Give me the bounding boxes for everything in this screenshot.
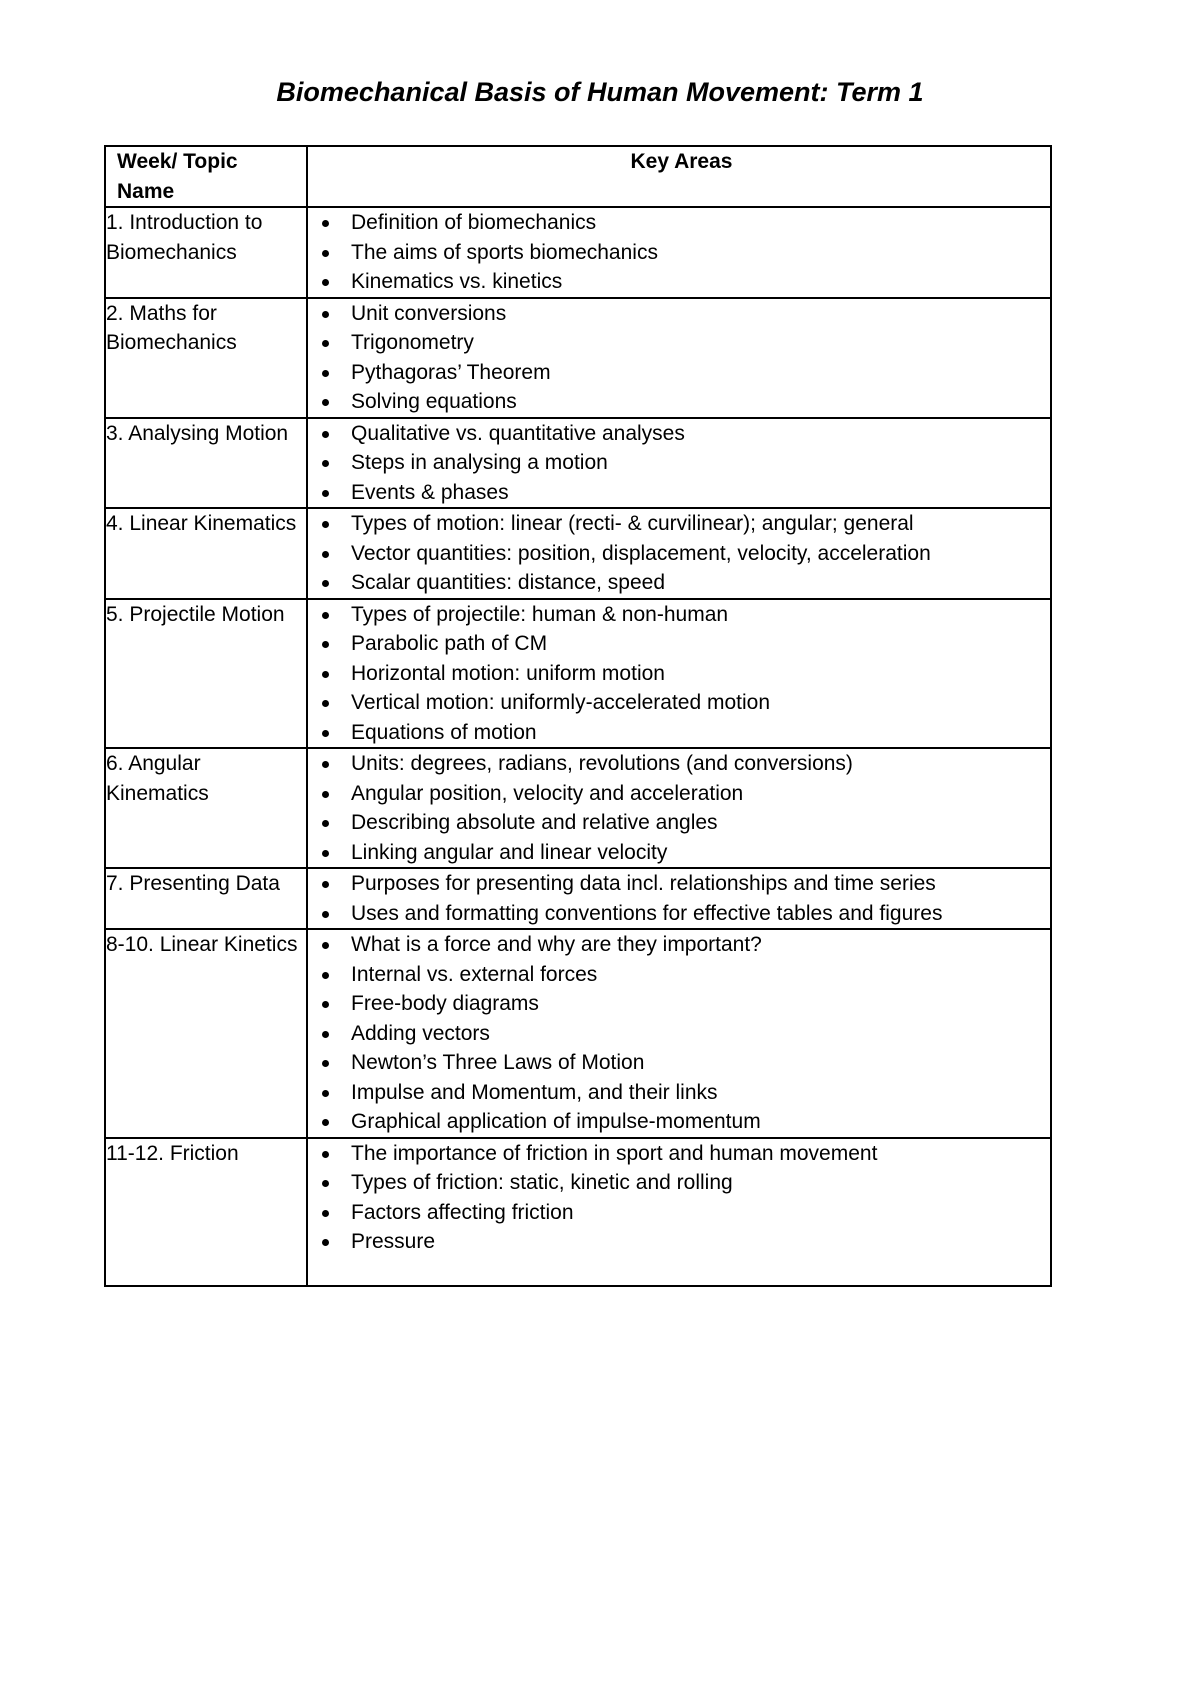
list-item [308, 659, 1050, 689]
list-item [308, 448, 1050, 478]
bullet-icon [322, 340, 329, 347]
list-item-text: Graphical application of impulse-momentum [351, 1110, 761, 1133]
list-item-text: Solving equations [351, 390, 517, 413]
key-areas-cell [307, 929, 1051, 1138]
list-item [308, 1198, 1050, 1228]
bullet-icon [322, 1001, 329, 1008]
list-item-text: Definition of biomechanics [351, 211, 597, 234]
key-areas-list [308, 509, 1050, 598]
list-item [308, 808, 1050, 838]
bullet-icon [322, 671, 329, 678]
key-areas-cell [307, 508, 1051, 599]
list-item [308, 509, 1050, 539]
bullet-icon [322, 850, 329, 857]
list-item [308, 539, 1050, 569]
list-item [308, 478, 1050, 508]
list-item-text: Horizontal motion: uniform motion [351, 661, 665, 685]
list-item-text: Adding vectors [351, 1021, 490, 1045]
bullet-icon [322, 881, 329, 888]
list-item [308, 688, 1050, 718]
bullet-icon [322, 250, 329, 257]
list-item [308, 1019, 1050, 1049]
list-item-text: Vector quantities: position, displacement, velocity, acceleration [351, 541, 931, 565]
bullet-icon [322, 1090, 329, 1097]
list-item-text: Qualitative vs. quantitative analyses [351, 421, 685, 445]
bullet-icon [322, 399, 329, 406]
list-item-text: Types of projectile: human & non-human [351, 602, 729, 626]
list-item-text: Factors affecting friction [351, 1200, 574, 1224]
key-areas-list [308, 930, 1050, 1137]
table-row [105, 207, 1051, 298]
list-item-text: Unit conversions [351, 301, 507, 325]
bullet-icon [322, 972, 329, 979]
list-item [308, 419, 1050, 449]
list-item [308, 299, 1050, 329]
table-row [105, 508, 1051, 599]
table-row [105, 868, 1051, 929]
bullet-icon [322, 1031, 329, 1038]
list-item [308, 838, 1050, 868]
bullet-icon [322, 761, 329, 768]
bullet-icon [322, 1119, 329, 1126]
list-item [308, 1078, 1050, 1108]
list-item [308, 1107, 1050, 1137]
list-item-text: Free-body diagrams [351, 992, 539, 1015]
table-row [105, 748, 1051, 868]
table-row [105, 599, 1051, 749]
list-item-text: Pythagoras’ Theorem [351, 360, 551, 384]
topic-cell: 8-10. Linear Kinetics [105, 929, 307, 1138]
page-title: Biomechanical Basis of Human Movement: Term 1 [276, 77, 924, 107]
topic-cell: 6. Angular Kinematics [105, 748, 307, 868]
list-item-text: Purposes for presenting data incl. relationships and time series [351, 872, 936, 895]
list-item-text: What is a force and why are they important? [351, 933, 762, 956]
topic-cell: 3. Analysing Motion [105, 418, 307, 509]
header-key-areas: Key Areas [307, 146, 1051, 207]
bullet-icon [322, 820, 329, 827]
topic-cell: 4. Linear Kinematics [105, 508, 307, 599]
bullet-icon [322, 1180, 329, 1187]
list-item-text: Angular position, velocity and acceleration [351, 781, 744, 805]
table-row [105, 418, 1051, 509]
key-areas-list [308, 299, 1050, 417]
list-item-text: Newton’s Three Laws of Motion [351, 1051, 645, 1074]
key-areas-list [308, 1139, 1050, 1257]
list-item-text: Pressure [351, 1230, 436, 1253]
bullet-icon [322, 279, 329, 286]
bullet-icon [322, 612, 329, 619]
key-areas-list [308, 869, 1050, 928]
topic-cell: 1. Introduction to Biomechanics [105, 207, 307, 298]
list-item [308, 358, 1050, 388]
key-areas-cell [307, 1138, 1051, 1286]
list-item [308, 960, 1050, 990]
list-item [308, 1168, 1050, 1198]
bullet-icon [322, 521, 329, 528]
list-item-text: Scalar quantities: distance, speed [351, 571, 666, 594]
table-header-row [105, 146, 1051, 207]
bullet-icon [322, 730, 329, 737]
key-areas-cell [307, 748, 1051, 868]
list-item [308, 208, 1050, 238]
bullet-icon [322, 370, 329, 377]
list-item-text: Impulse and Momentum, and their links [351, 1080, 718, 1104]
list-item [308, 1227, 1050, 1257]
key-areas-cell [307, 207, 1051, 298]
list-item [308, 869, 1050, 899]
bullet-icon [322, 311, 329, 318]
bullet-icon [322, 942, 329, 949]
bullet-icon [322, 490, 329, 497]
key-areas-list [308, 749, 1050, 867]
list-item-text: Types of motion: linear (recti- & curvilinear); angular; general [351, 512, 914, 535]
bullet-icon [322, 1060, 329, 1067]
list-item-text: Equations of motion [351, 720, 537, 744]
list-item [308, 267, 1050, 297]
list-item-text: Steps in analysing a motion [351, 451, 608, 474]
list-item-text: Trigonometry [351, 331, 474, 354]
list-item [308, 1048, 1050, 1078]
list-item-text: Describing absolute and relative angles [351, 811, 718, 834]
bullet-icon [322, 911, 329, 918]
list-item-text: Linking angular and linear velocity [351, 840, 668, 864]
key-areas-cell [307, 298, 1051, 418]
key-areas-cell [307, 868, 1051, 929]
list-item-text: The importance of friction in sport and human movement [351, 1141, 878, 1165]
bullet-icon [322, 791, 329, 798]
list-item-text: Uses and formatting conventions for effective tables and figures [351, 901, 943, 925]
topic-cell: 2. Maths for Biomechanics [105, 298, 307, 418]
list-item-text: Units: degrees, radians, revolutions (and conversions) [351, 752, 853, 775]
list-item-text: Internal vs. external forces [351, 962, 598, 986]
list-item [308, 749, 1050, 779]
list-item-text: The aims of sports biomechanics [351, 240, 658, 264]
list-item-text: Kinematics vs. kinetics [351, 270, 563, 293]
key-areas-list [308, 208, 1050, 297]
list-item [308, 238, 1050, 268]
topic-cell: 7. Presenting Data [105, 868, 307, 929]
key-areas-list [308, 600, 1050, 748]
list-item [308, 989, 1050, 1019]
bullet-icon [322, 1210, 329, 1217]
bullet-icon [322, 580, 329, 587]
topic-cell: 11-12. Friction [105, 1138, 307, 1286]
list-item [308, 899, 1050, 929]
header-week-topic: Week/ Topic Name [105, 146, 307, 207]
key-areas-list [308, 419, 1050, 508]
list-item [308, 718, 1050, 748]
key-areas-cell [307, 599, 1051, 749]
list-item-text: Events & phases [351, 480, 509, 504]
bullet-icon [322, 551, 329, 558]
bullet-icon [322, 1151, 329, 1158]
table-row [105, 1138, 1051, 1286]
list-item-text: Vertical motion: uniformly-accelerated motion [351, 691, 771, 714]
bullet-icon [322, 1239, 329, 1246]
list-item-text: Parabolic path of CM [351, 632, 548, 655]
list-item [308, 387, 1050, 417]
bullet-icon [322, 700, 329, 707]
list-item [308, 568, 1050, 598]
list-item [308, 629, 1050, 659]
bullet-icon [322, 460, 329, 467]
list-item [308, 1139, 1050, 1169]
bullet-icon [322, 431, 329, 438]
syllabus-table [104, 145, 1052, 1287]
table-row [105, 929, 1051, 1138]
table-row [105, 298, 1051, 418]
list-item [308, 600, 1050, 630]
key-areas-cell [307, 418, 1051, 509]
list-item [308, 930, 1050, 960]
list-item [308, 779, 1050, 809]
list-item [308, 328, 1050, 358]
list-item-text: Types of friction: static, kinetic and rolling [351, 1171, 733, 1194]
bullet-icon [322, 220, 329, 227]
bullet-icon [322, 641, 329, 648]
topic-cell: 5. Projectile Motion [105, 599, 307, 749]
